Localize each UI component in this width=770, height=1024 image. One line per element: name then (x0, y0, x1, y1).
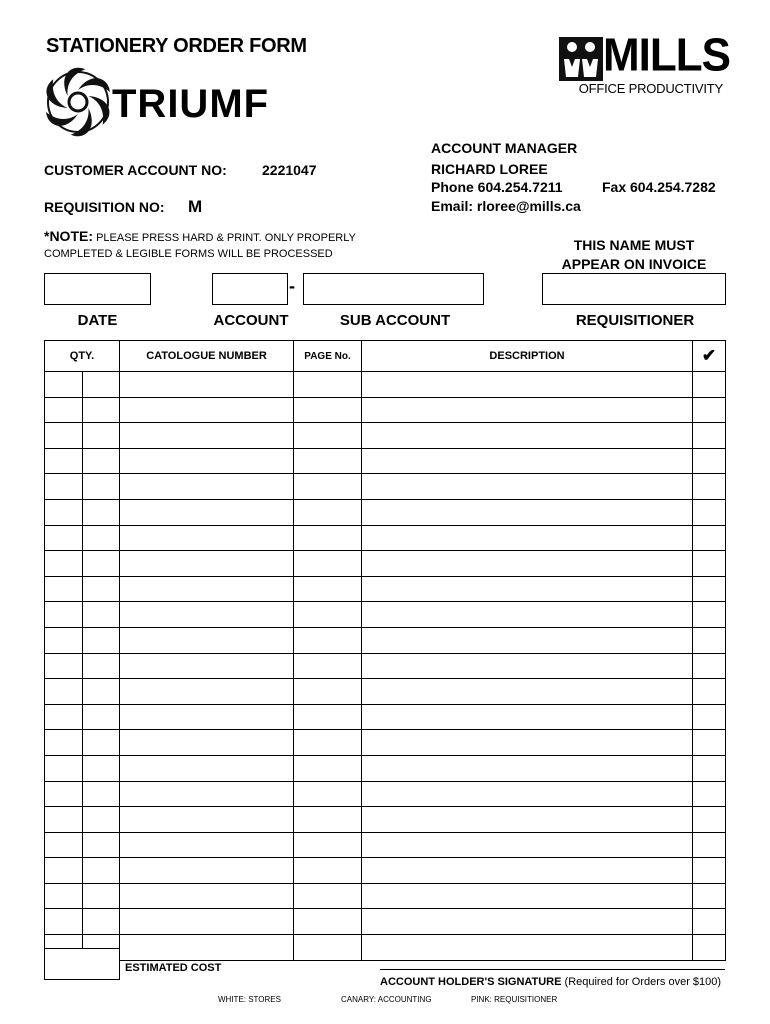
account-manager-fax: Fax 604.254.7282 (602, 179, 716, 195)
qty-cell-b[interactable] (83, 807, 120, 833)
table-row (45, 499, 726, 525)
requisitioner-label: REQUISITIONER (575, 312, 695, 329)
page-cell[interactable] (294, 423, 362, 449)
table-row (45, 909, 726, 935)
check-cell[interactable] (693, 832, 726, 858)
page-cell[interactable] (294, 935, 362, 961)
table-row (45, 602, 726, 628)
triumf-wordmark: TRIUMF (112, 82, 270, 126)
table-row (45, 858, 726, 884)
table-row (45, 807, 726, 833)
qty-cell-b[interactable] (83, 499, 120, 525)
check-cell[interactable] (693, 704, 726, 730)
table-row (45, 679, 726, 705)
check-cell[interactable] (693, 525, 726, 551)
description-cell[interactable] (362, 730, 693, 756)
estimated-cost-label: ESTIMATED COST (125, 962, 222, 974)
qty-cell-b[interactable] (83, 679, 120, 705)
signature-note: (Required for Orders over $100) (564, 976, 722, 988)
page-cell[interactable] (294, 909, 362, 935)
account-dash: - (289, 276, 295, 296)
invoice-notice-line1: THIS NAME MUST (573, 237, 695, 253)
check-cell[interactable] (693, 448, 726, 474)
catalogue-cell[interactable] (120, 576, 294, 602)
page-cell[interactable] (294, 755, 362, 781)
qty-cell-a[interactable] (45, 372, 83, 398)
qty-cell-a[interactable] (45, 602, 83, 628)
qty-cell-b[interactable] (83, 602, 120, 628)
check-cell[interactable] (693, 627, 726, 653)
table-row (45, 448, 726, 474)
check-cell[interactable] (693, 909, 726, 935)
qty-cell-a[interactable] (45, 909, 83, 935)
customer-account-value: 2221047 (262, 162, 317, 178)
qty-cell-a[interactable] (45, 730, 83, 756)
page-cell[interactable] (294, 807, 362, 833)
qty-cell-b[interactable] (83, 551, 120, 577)
invoice-notice-line2: APPEAR ON INVOICE (561, 256, 707, 272)
catalogue-cell[interactable] (120, 551, 294, 577)
account-manager-email[interactable]: Email: rloree@mills.ca (431, 198, 581, 214)
note-line1: PLEASE PRESS HARD & PRINT. ONLY PROPERLY (96, 232, 356, 244)
qty-cell-b[interactable] (83, 653, 120, 679)
catalogue-header: CATOLOGUE NUMBER (120, 341, 294, 372)
account-input[interactable] (212, 273, 288, 305)
description-cell[interactable] (362, 448, 693, 474)
description-cell[interactable] (362, 935, 693, 961)
page-cell[interactable] (294, 858, 362, 884)
qty-cell-a[interactable] (45, 755, 83, 781)
check-cell[interactable] (693, 807, 726, 833)
description-cell[interactable] (362, 883, 693, 909)
page-cell[interactable] (294, 730, 362, 756)
page-cell[interactable] (294, 525, 362, 551)
page-cell[interactable] (294, 372, 362, 398)
estimated-cost-input[interactable] (44, 948, 120, 980)
qty-cell-a[interactable] (45, 704, 83, 730)
page-cell[interactable] (294, 551, 362, 577)
qty-cell-a[interactable] (45, 423, 83, 449)
page-cell[interactable] (294, 704, 362, 730)
check-cell[interactable] (693, 730, 726, 756)
requisition-value: M (188, 197, 203, 216)
description-cell[interactable] (362, 423, 693, 449)
qty-cell-b[interactable] (83, 397, 120, 423)
table-row (45, 704, 726, 730)
description-cell[interactable] (362, 499, 693, 525)
qty-cell-b[interactable] (83, 525, 120, 551)
qty-cell-a[interactable] (45, 576, 83, 602)
catalogue-cell[interactable] (120, 474, 294, 500)
check-cell[interactable] (693, 755, 726, 781)
qty-header: QTY. (45, 341, 120, 372)
date-input[interactable] (44, 273, 151, 305)
catalogue-cell[interactable] (120, 525, 294, 551)
catalogue-cell[interactable] (120, 653, 294, 679)
description-cell[interactable] (362, 755, 693, 781)
page-cell[interactable] (294, 653, 362, 679)
processing-note (44, 228, 404, 262)
description-cell[interactable] (362, 551, 693, 577)
description-cell[interactable] (362, 704, 693, 730)
mills-logo (557, 29, 730, 97)
description-cell[interactable] (362, 807, 693, 833)
table-row (45, 397, 726, 423)
qty-cell-a[interactable] (45, 807, 83, 833)
qty-cell-b[interactable] (83, 858, 120, 884)
order-items-table (44, 340, 726, 961)
catalogue-cell[interactable] (120, 807, 294, 833)
qty-cell-a[interactable] (45, 653, 83, 679)
qty-cell-a[interactable] (45, 525, 83, 551)
mills-figures-icon (559, 37, 603, 81)
description-cell[interactable] (362, 602, 693, 628)
table-row (45, 474, 726, 500)
account-manager-phone: Phone 604.254.7211 (431, 179, 563, 195)
qty-cell-a[interactable] (45, 679, 83, 705)
table-row (45, 781, 726, 807)
page-cell[interactable] (294, 576, 362, 602)
qty-cell-a[interactable] (45, 781, 83, 807)
qty-cell-b[interactable] (83, 730, 120, 756)
description-cell[interactable] (362, 858, 693, 884)
check-cell[interactable] (693, 858, 726, 884)
check-cell[interactable] (693, 499, 726, 525)
description-cell[interactable] (362, 372, 693, 398)
table-row (45, 935, 726, 961)
catalogue-cell[interactable] (120, 858, 294, 884)
description-cell[interactable] (362, 474, 693, 500)
table-header-row (45, 341, 726, 372)
catalogue-cell[interactable] (120, 602, 294, 628)
sub-account-input[interactable] (303, 273, 484, 305)
check-cell[interactable] (693, 423, 726, 449)
table-row (45, 730, 726, 756)
qty-cell-a[interactable] (45, 883, 83, 909)
triumf-pinwheel-icon (40, 64, 120, 140)
page-cell[interactable] (294, 474, 362, 500)
check-cell[interactable] (693, 551, 726, 577)
catalogue-cell[interactable] (120, 704, 294, 730)
page-header: PAGE No. (294, 341, 362, 372)
customer-account-label: CUSTOMER ACCOUNT NO: (44, 162, 227, 178)
triumf-logo (40, 64, 305, 140)
mills-wordmark: MILLS (603, 29, 730, 82)
qty-cell-a[interactable] (45, 474, 83, 500)
catalogue-cell[interactable] (120, 397, 294, 423)
catalogue-cell[interactable] (120, 372, 294, 398)
catalogue-cell[interactable] (120, 935, 294, 961)
qty-cell-b[interactable] (83, 704, 120, 730)
description-cell[interactable] (362, 679, 693, 705)
note-prefix: *NOTE: (44, 228, 93, 244)
qty-cell-a[interactable] (45, 858, 83, 884)
check-cell[interactable] (693, 781, 726, 807)
catalogue-cell[interactable] (120, 909, 294, 935)
page-cell[interactable] (294, 397, 362, 423)
page-cell[interactable] (294, 627, 362, 653)
description-cell[interactable] (362, 397, 693, 423)
table-row (45, 653, 726, 679)
table-row (45, 372, 726, 398)
table-row (45, 525, 726, 551)
form-title: STATIONERY ORDER FORM (46, 35, 307, 57)
page-cell[interactable] (294, 679, 362, 705)
check-cell[interactable] (693, 474, 726, 500)
qty-cell-b[interactable] (83, 755, 120, 781)
copy-white: WHITE: STORES (218, 995, 281, 1004)
sub-account-label: SUB ACCOUNT (339, 312, 451, 329)
check-cell[interactable] (693, 935, 726, 961)
requisition-label: REQUISITION NO: (44, 199, 165, 215)
qty-cell-b[interactable] (83, 627, 120, 653)
catalogue-cell[interactable] (120, 448, 294, 474)
check-cell[interactable] (693, 653, 726, 679)
catalogue-cell[interactable] (120, 730, 294, 756)
description-cell[interactable] (362, 576, 693, 602)
qty-cell-b[interactable] (83, 909, 120, 935)
qty-cell-a[interactable] (45, 551, 83, 577)
page-cell[interactable] (294, 781, 362, 807)
table-row (45, 755, 726, 781)
check-cell[interactable] (693, 372, 726, 398)
table-row (45, 832, 726, 858)
catalogue-cell[interactable] (120, 781, 294, 807)
catalogue-cell[interactable] (120, 679, 294, 705)
check-cell[interactable] (693, 576, 726, 602)
qty-cell-b[interactable] (83, 883, 120, 909)
page-cell[interactable] (294, 883, 362, 909)
check-cell[interactable] (693, 602, 726, 628)
page-cell[interactable] (294, 832, 362, 858)
signature-label (380, 976, 721, 988)
invoice-notice (540, 236, 728, 274)
account-manager-heading: ACCOUNT MANAGER (431, 140, 578, 156)
date-label: DATE (77, 312, 118, 329)
catalogue-cell[interactable] (120, 755, 294, 781)
description-header: DESCRIPTION (362, 341, 693, 372)
note-line2: COMPLETED & LEGIBLE FORMS WILL BE PROCESSED (44, 248, 333, 260)
description-cell[interactable] (362, 832, 693, 858)
mills-tagline: OFFICE PRODUCTIVITY (578, 81, 723, 96)
qty-cell-b[interactable] (83, 372, 120, 398)
catalogue-cell[interactable] (120, 499, 294, 525)
qty-cell-b[interactable] (83, 474, 120, 500)
check-cell[interactable] (693, 679, 726, 705)
catalogue-cell[interactable] (120, 423, 294, 449)
catalogue-cell[interactable] (120, 832, 294, 858)
description-cell[interactable] (362, 909, 693, 935)
signature-line[interactable] (380, 969, 725, 970)
catalogue-cell[interactable] (120, 883, 294, 909)
description-cell[interactable] (362, 653, 693, 679)
page-cell[interactable] (294, 499, 362, 525)
page-cell[interactable] (294, 448, 362, 474)
qty-cell-b[interactable] (83, 423, 120, 449)
check-cell[interactable] (693, 397, 726, 423)
copy-canary: CANARY: ACCOUNTING (341, 995, 432, 1004)
description-cell[interactable] (362, 525, 693, 551)
table-row (45, 576, 726, 602)
check-icon: ✔ (693, 341, 726, 372)
qty-cell-b[interactable] (83, 448, 120, 474)
copy-pink: PINK: REQUISITIONER (471, 995, 558, 1004)
description-cell[interactable] (362, 627, 693, 653)
qty-cell-b[interactable] (83, 781, 120, 807)
check-cell[interactable] (693, 883, 726, 909)
qty-cell-b[interactable] (83, 576, 120, 602)
account-label: ACCOUNT (213, 312, 289, 329)
table-row (45, 551, 726, 577)
qty-cell-b[interactable] (83, 832, 120, 858)
description-cell[interactable] (362, 781, 693, 807)
table-row (45, 423, 726, 449)
qty-cell-a[interactable] (45, 499, 83, 525)
table-row (45, 883, 726, 909)
requisitioner-input[interactable] (542, 273, 726, 305)
signature-label-text: ACCOUNT HOLDER'S SIGNATURE (380, 976, 562, 988)
qty-cell-a[interactable] (45, 832, 83, 858)
account-manager-name: RICHARD LOREE (431, 161, 548, 177)
catalogue-cell[interactable] (120, 627, 294, 653)
page-cell[interactable] (294, 602, 362, 628)
qty-cell-a[interactable] (45, 448, 83, 474)
qty-cell-a[interactable] (45, 397, 83, 423)
qty-cell-a[interactable] (45, 627, 83, 653)
table-row (45, 627, 726, 653)
